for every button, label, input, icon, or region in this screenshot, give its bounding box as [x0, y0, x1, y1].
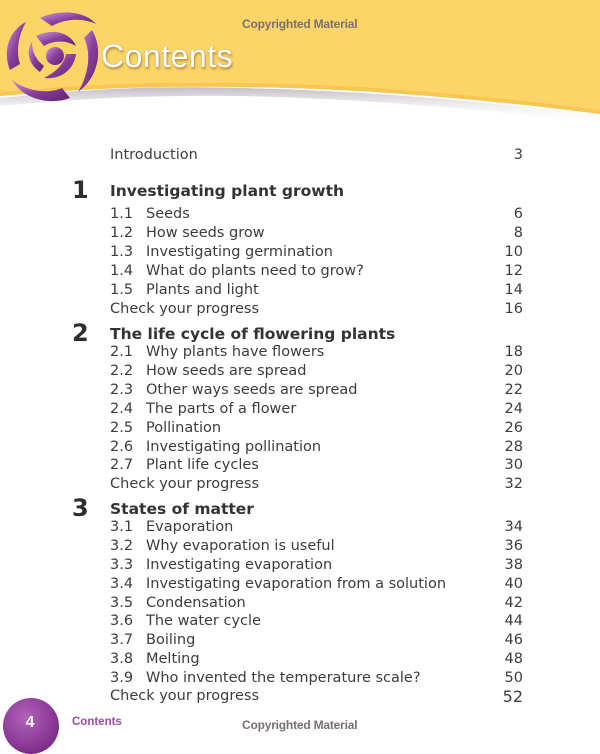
entry-page: 16: [504, 301, 523, 317]
toc-entry[interactable]: [0, 612, 600, 631]
toc-entry[interactable]: [0, 594, 600, 613]
toc-entry[interactable]: [0, 224, 600, 243]
entry-label: What do plants need to grow?: [146, 263, 364, 279]
chapter-number: 3: [72, 494, 89, 522]
toc-entry[interactable]: [0, 205, 600, 224]
entry-label: Investigating evaporation: [146, 557, 333, 573]
toc-entry[interactable]: [0, 281, 600, 300]
toc-entry[interactable]: [0, 556, 600, 575]
page-number: 4: [25, 714, 35, 731]
toc-entry[interactable]: [0, 650, 600, 669]
section-number: 1.3: [110, 244, 134, 260]
chapter-number: 1: [72, 176, 89, 204]
entry-label: How seeds are spread: [146, 363, 307, 379]
entry-label: Condensation: [146, 595, 246, 611]
section-number: 3.6: [110, 613, 134, 629]
section-number: 2.6: [110, 439, 134, 455]
toc-entry[interactable]: [0, 400, 600, 419]
entry-label: Why evaporation is useful: [146, 538, 335, 554]
entry-label: Boiling: [146, 632, 196, 648]
entry-label: How seeds grow: [146, 225, 265, 241]
section-number: 1.1: [110, 206, 134, 222]
section-number: 2.7: [110, 457, 134, 473]
entry-page: 46: [504, 632, 523, 648]
toc-entry[interactable]: [0, 381, 600, 400]
entry-page: 22: [504, 382, 523, 398]
section-number: 2.5: [110, 420, 134, 436]
entry-page: 40: [504, 576, 523, 592]
entry-label: Investigating evaporation from a solution: [146, 576, 447, 592]
entry-label: Evaporation: [146, 519, 234, 535]
toc-entry-check-progress[interactable]: [0, 687, 600, 706]
entry-label: The parts of a flower: [146, 401, 297, 417]
toc-entry[interactable]: [0, 518, 600, 537]
entry-label: Check your progress: [110, 476, 260, 492]
toc-entry[interactable]: [0, 362, 600, 381]
entry-page: 28: [504, 439, 523, 455]
entry-page: 24: [504, 401, 523, 417]
entry-page: 44: [504, 613, 523, 629]
page-title: Contents: [101, 38, 234, 74]
section-number: 3.8: [110, 651, 134, 667]
copyright-notice-bottom: Copyrighted Material: [242, 718, 358, 732]
page-number-badge: [3, 698, 59, 754]
entry-page: 8: [513, 225, 523, 241]
entry-page: 30: [504, 457, 523, 473]
entry-page: 14: [504, 282, 523, 298]
toc-entry[interactable]: [0, 243, 600, 262]
entry-page: 50: [504, 670, 523, 686]
entry-page: 6: [513, 206, 523, 222]
entry-page: 20: [504, 363, 523, 379]
toc-entry[interactable]: [0, 438, 600, 457]
entry-label: Investigating germination: [146, 244, 333, 260]
toc-entry[interactable]: [0, 537, 600, 556]
section-number: 1.2: [110, 225, 134, 241]
entry-page: 10: [504, 244, 523, 260]
chapter-title: Investigating plant growth: [110, 182, 345, 200]
section-number: 3.1: [110, 519, 134, 535]
section-number: 2.1: [110, 344, 134, 360]
section-number: 3.7: [110, 632, 134, 648]
entry-page: 42: [504, 595, 523, 611]
chapter-heading-1[interactable]: [0, 176, 600, 206]
toc-entry[interactable]: [0, 669, 600, 688]
entry-label: Plant life cycles: [146, 457, 259, 473]
toc-entry[interactable]: [0, 575, 600, 594]
entry-label: Pollination: [146, 420, 222, 436]
chapter-title: States of matter: [110, 500, 254, 518]
section-number: 3.4: [110, 576, 134, 592]
entry-label: Melting: [146, 651, 200, 667]
entry-label: Seeds: [146, 206, 190, 222]
entry-label: Plants and light: [146, 282, 259, 298]
entry-label: Check your progress: [110, 301, 260, 317]
toc-entry-check-progress[interactable]: [0, 475, 600, 494]
entry-page: 36: [504, 538, 523, 554]
entry-page: 12: [504, 263, 523, 279]
toc-entry[interactable]: [0, 262, 600, 281]
entry-page: 32: [504, 476, 523, 492]
section-number: 3.2: [110, 538, 134, 554]
section-number: 2.2: [110, 363, 134, 379]
entry-label: The water cycle: [146, 613, 261, 629]
section-number: 3.5: [110, 595, 134, 611]
chapter-number: 2: [72, 319, 89, 347]
section-number: 3.9: [110, 670, 134, 686]
entry-label: Investigating pollination: [146, 439, 322, 455]
entry-page: 3: [513, 147, 523, 163]
toc-entry[interactable]: [0, 456, 600, 475]
section-number: 3.3: [110, 557, 134, 573]
section-number: 1.5: [110, 282, 134, 298]
entry-label: Who invented the temperature scale?: [146, 670, 421, 686]
entry-label: Check your progress: [110, 688, 260, 704]
toc-entry[interactable]: [0, 343, 600, 362]
section-number: 2.3: [110, 382, 134, 398]
entry-page: 34: [504, 519, 523, 535]
section-number: 1.4: [110, 263, 134, 279]
footer-section-label: Contents: [72, 716, 122, 728]
chapter-title: The life cycle of flowering plants: [110, 325, 396, 343]
entry-label: Other ways seeds are spread: [146, 382, 358, 398]
toc-entry-introduction[interactable]: [0, 146, 600, 165]
entry-page: 38: [504, 557, 523, 573]
toc-entry[interactable]: [0, 419, 600, 438]
entry-page: 52: [502, 687, 523, 706]
copyright-notice-top: Copyrighted Material: [242, 17, 358, 31]
section-number: 2.4: [110, 401, 134, 417]
entry-page: 18: [504, 344, 523, 360]
entry-label: Why plants have flowers: [146, 344, 325, 360]
entry-page: 48: [504, 651, 523, 667]
toc-entry-check-progress[interactable]: [0, 300, 600, 319]
toc-entry[interactable]: [0, 631, 600, 650]
entry-page: 26: [504, 420, 523, 436]
entry-label: Introduction: [110, 147, 198, 163]
